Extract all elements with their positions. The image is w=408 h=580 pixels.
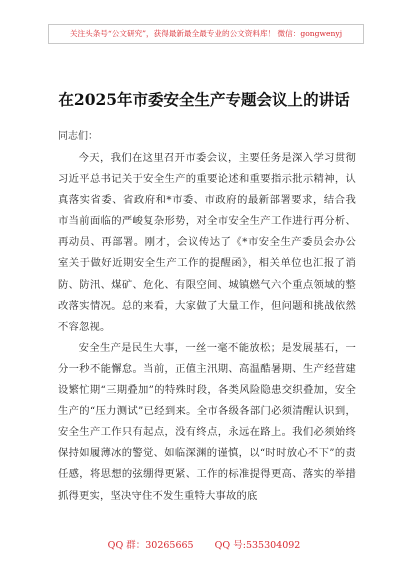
footer-contact [0, 537, 408, 551]
header-banner: 关注头条号“公文研究”，获得最新最全最专业的公文资料库！ 微信：gongwenyj [48, 24, 364, 44]
salutation: 同志们： [58, 131, 98, 142]
paragraph-2: 安全生产是民生大事，一丝一毫不能放松；是发展基石，一分一秒不能懈怠。当前，正值主汛期、高温酷暑期、生产经营建设繁忙期“三期叠加”的特殊时段，各类风险隐患交织叠加，安全生产的“压力测试”已经到来。全市各级各部门必须清醒认识到，安全生产工作只有起点，没有终点，永远在路上。我们必须始终保持如履薄冰的警觉、如临深渊的谨慎，以“时时放心不下”的责任感，将思想的弦绷得更紧、工作的标准提得更高、落实的举措抓得更实，坚决守住不发生重特大事故的底 [58, 341, 356, 502]
document-body [58, 148, 356, 507]
document-title: 在2025年市委安全生产专题会议上的讲话 [58, 90, 350, 109]
qq-account-number: QQ 号:535304092 [214, 540, 301, 551]
qq-group-number: QQ 群：30265665 [107, 540, 194, 551]
paragraph-1: 今天，我们在这里召开市委会议，主要任务是深入学习贯彻习近平总书记关于安全生产的重要论述和重要指示批示精神，认真落实省委、省政府和*市委、市政府的最新部署要求，结合我市当前面临的严峻复杂形势，对全市安全生产工作进行再分析、再动员、再部署。刚才，会议传达了《*市安全生产委员会办公室关于做好近期安全生产工作的提醒函》，相关单位也汇报了消防、防汛、煤矿、危化、有限空间、城镇燃气六个重点领域的整改落实情况。总的来看，大家做了大量工作，但问题和挑战依然不容忽视。 [58, 152, 356, 333]
